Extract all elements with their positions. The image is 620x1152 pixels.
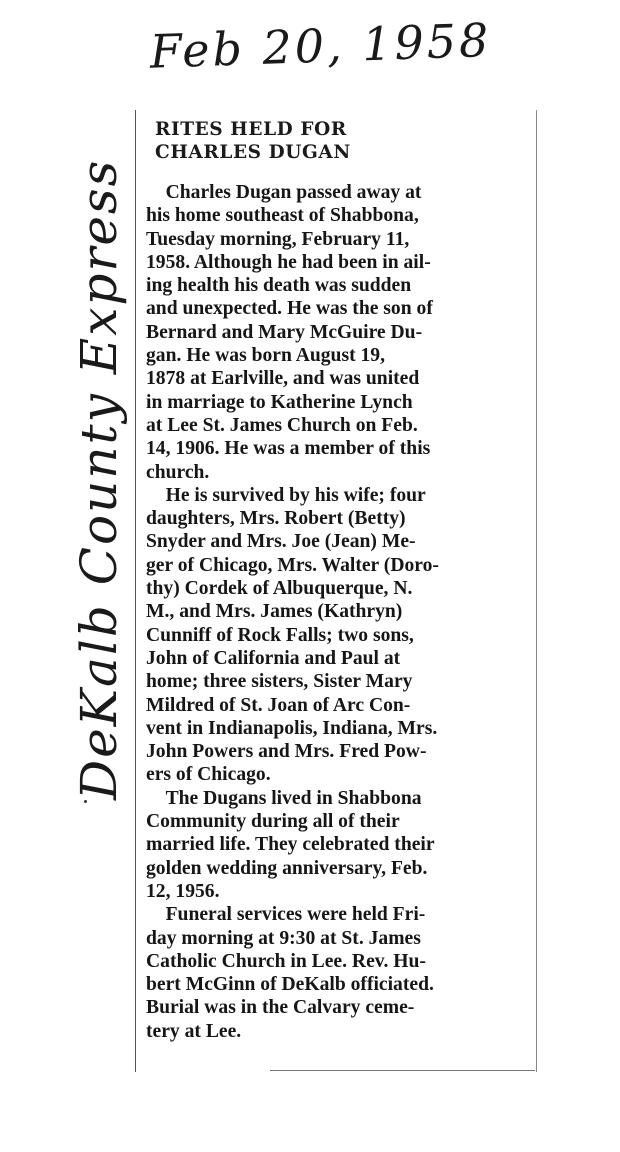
article-line: vent in Indianapolis, Indiana, Mrs. — [146, 717, 438, 739]
article-line: married life. They celebrated their — [146, 834, 435, 856]
article-line: bert McGinn of DeKalb officiated. — [146, 974, 434, 996]
article-line: ger of Chicago, Mrs. Walter (Doro- — [146, 554, 439, 576]
article-line: 1878 at Earlville, and was united — [146, 368, 420, 390]
article-line: day morning at 9:30 at St. James — [146, 927, 421, 949]
article-line: Burial was in the Calvary ceme- — [146, 997, 415, 1019]
article-line: Funeral services were held Fri- — [146, 904, 426, 926]
article-line: in marriage to Katherine Lynch — [146, 391, 413, 413]
article-line: and unexpected. He was the son of — [146, 298, 433, 320]
article-line: home; three sisters, Sister Mary — [146, 671, 413, 693]
article-line: tery at Lee. — [146, 1020, 242, 1042]
article-line: Snyder and Mrs. Joe (Jean) Me- — [146, 531, 416, 553]
clipping-bottom-edge — [270, 1070, 535, 1071]
article-line: ers of Chicago. — [146, 764, 271, 786]
article-line: He is survived by his wife; four — [146, 484, 426, 506]
article-line: 12, 1956. — [146, 880, 220, 902]
article-line: ing health his death was sudden — [146, 275, 412, 297]
article-line: at Lee St. James Church on Feb. — [146, 414, 418, 436]
article-headline — [155, 118, 535, 164]
article-line: Community during all of their — [146, 811, 400, 833]
handwritten-source: DeKalb County Express — [70, 158, 128, 800]
article-line: golden wedding anniversary, Feb. — [146, 857, 428, 879]
article-line: 14, 1906. He was a member of this — [146, 438, 431, 460]
article-line: Charles Dugan passed away at — [146, 182, 422, 203]
article-line: gan. He was born August 19, — [146, 345, 385, 367]
article-line: thy) Cordek of Albuquerque, N. — [146, 578, 413, 600]
article-line: The Dugans lived in Shabbona — [146, 787, 422, 809]
article-line: John Powers and Mrs. Fred Pow- — [146, 741, 427, 763]
article-line: Tuesday morning, February 11, — [146, 228, 410, 250]
headline-line: RITES HELD FOR — [155, 119, 347, 140]
article-line: Mildred of St. Joan of Arc Con- — [146, 694, 411, 716]
article-line: Cunniff of Rock Falls; two sons, — [146, 624, 414, 646]
article-line: M., and Mrs. James (Kathryn) — [146, 601, 403, 623]
article-line: his home southeast of Shabbona, — [146, 205, 419, 227]
handwritten-date: Feb 20, 1958 — [148, 12, 493, 79]
article-line: 1958. Although he had been in ail- — [146, 251, 431, 273]
article-line: Catholic Church in Lee. Rev. Hu- — [146, 950, 426, 972]
article-line: John of California and Paul at — [146, 647, 401, 669]
headline-line: CHARLES DUGAN — [155, 142, 351, 163]
article-line: daughters, Mrs. Robert (Betty) — [146, 508, 406, 530]
article-line: church. — [146, 461, 210, 483]
paper-speck — [84, 800, 87, 803]
article-body — [146, 181, 535, 1043]
article-line: Bernard and Mary McGuire Du- — [146, 321, 423, 343]
